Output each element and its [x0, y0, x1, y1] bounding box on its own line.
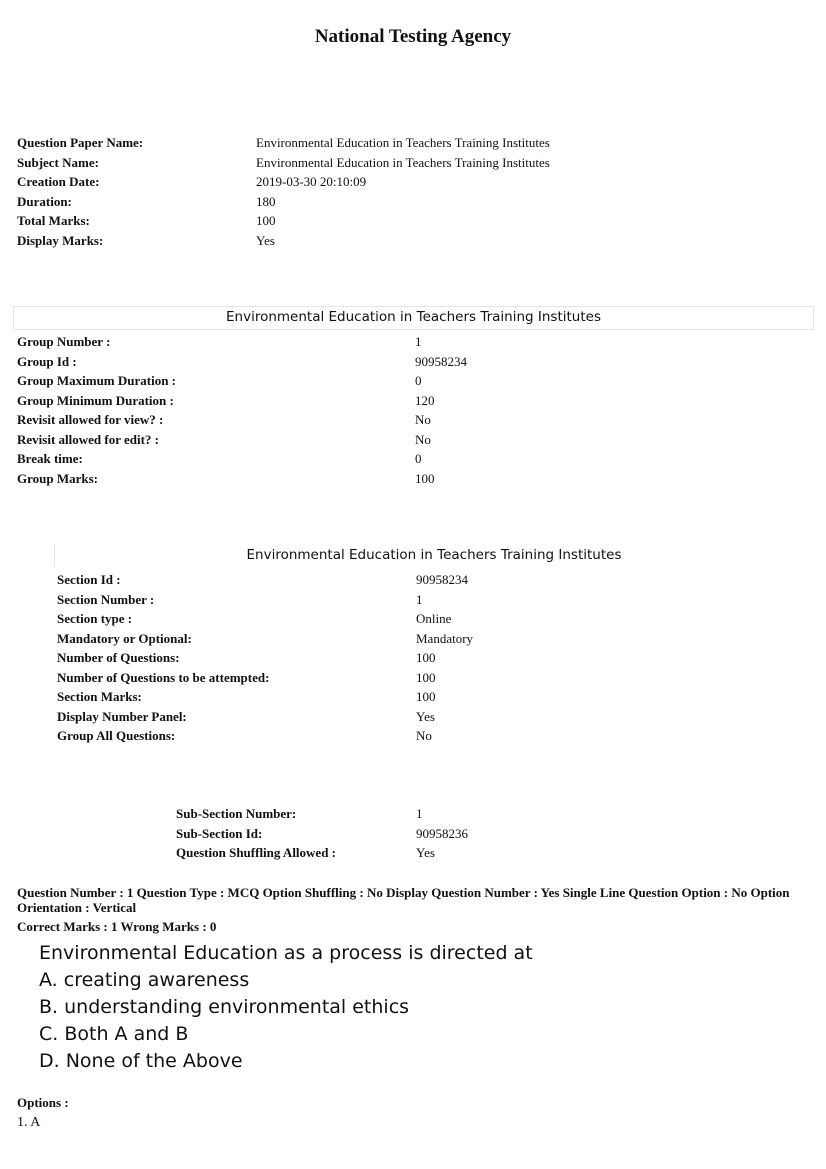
group-info-label: Group Id :: [17, 353, 77, 369]
question-meta: Question Number : 1 Question Type : MCQ Option Shuffling : No Display Question Number : Yes Single Line Question Option : No Option Orientation : Vertical: [17, 885, 790, 915]
section-info-value: 1: [416, 591, 423, 607]
section-info-row: [57, 609, 657, 629]
group-info-row: [17, 410, 717, 430]
group-info-row: [17, 449, 717, 469]
subsection-info-row: [176, 804, 576, 824]
section-info-label: Section Marks:: [57, 689, 142, 704]
paper-info-table: [17, 133, 717, 250]
paper-info-label: Display Marks:: [17, 232, 104, 248]
section-info-label: Section type :: [57, 611, 133, 626]
section-info-row: [57, 726, 657, 746]
paper-info-row: [17, 231, 717, 251]
paper-info-label: Total Marks:: [17, 213, 90, 228]
page-title: National Testing Agency: [314, 26, 512, 47]
question-marks: Correct Marks : 1 Wrong Marks : 0: [17, 919, 217, 934]
section-info-row: [57, 707, 657, 727]
group-info-value: 0: [415, 451, 422, 466]
subsection-info-label: Sub-Section Number:: [176, 806, 297, 821]
subsection-info-label: Sub-Section Id:: [176, 825, 263, 841]
section-info-value: Online: [416, 611, 452, 626]
section-info-value: 100: [416, 650, 436, 665]
paper-info-row: [17, 133, 717, 153]
section-info-table: [57, 570, 657, 746]
group-info-value: No: [415, 431, 431, 447]
group-info-value: 1: [415, 334, 422, 349]
group-info-label: Group Minimum Duration :: [17, 392, 174, 408]
group-info-row: [17, 371, 717, 391]
section-info-label: Number of Questions to be attempted:: [57, 669, 270, 685]
question-choice: B. understanding environmental ethics: [39, 996, 410, 1018]
section-info-label: Number of Questions:: [57, 650, 180, 665]
paper-info-label: Duration:: [17, 193, 72, 209]
subsection-info-row: [176, 843, 576, 863]
paper-info-label: Subject Name:: [17, 154, 99, 170]
group-info-value: No: [415, 412, 431, 427]
paper-info-row: [17, 211, 717, 231]
paper-info-value: Environmental Education in Teachers Training Institutes: [256, 154, 550, 170]
group-info-value: 120: [415, 392, 435, 408]
group-info-value: 90958234: [415, 353, 467, 369]
paper-info-value: 2019-03-30 20:10:09: [256, 174, 367, 189]
section-info-value: No: [416, 728, 432, 743]
group-info-row: [17, 352, 717, 372]
question-choice: C. Both A and B: [39, 1023, 189, 1045]
section-info-row: [57, 668, 657, 688]
section-info-value: 100: [416, 669, 436, 685]
section-info-value: Yes: [416, 708, 435, 724]
paper-info-value: Yes: [256, 232, 275, 248]
section-info-value: Mandatory: [416, 630, 474, 646]
section-info-label: Section Number :: [57, 591, 155, 607]
section-info-row: [57, 590, 657, 610]
subsection-info-table: [176, 804, 576, 863]
section-banner: Environmental Education in Teachers Training Institutes: [246, 547, 622, 563]
group-info-row: [17, 332, 717, 352]
group-info-label: Break time:: [17, 451, 83, 466]
paper-info-label: Creation Date:: [17, 174, 100, 189]
group-info-table: [17, 332, 717, 488]
section-info-label: Display Number Panel:: [57, 708, 187, 724]
group-info-value: 0: [415, 373, 422, 388]
group-info-row: [17, 430, 717, 450]
section-info-label: Section Id :: [57, 572, 121, 587]
question-choice: A. creating awareness: [39, 969, 250, 991]
group-info-label: Group Number :: [17, 334, 111, 349]
group-info-label: Group Maximum Duration :: [17, 373, 177, 388]
question-body: [39, 940, 533, 1075]
group-info-label: Group Marks:: [17, 470, 99, 486]
paper-info-row: [17, 192, 717, 212]
group-info-label: Revisit allowed for view? :: [17, 412, 164, 427]
group-info-row: [17, 391, 717, 411]
subsection-info-label: Question Shuffling Allowed :: [176, 845, 337, 860]
section-info-label: Group All Questions:: [57, 728, 176, 743]
question-stem: Environmental Education as a process is directed at: [39, 942, 533, 964]
section-info-row: [57, 570, 657, 590]
options-heading: Options :: [17, 1095, 69, 1110]
section-info-row: [57, 648, 657, 668]
section-info-value: 90958234: [416, 572, 468, 587]
section-info-row: [57, 629, 657, 649]
group-info-row: [17, 469, 717, 489]
section-info-label: Mandatory or Optional:: [57, 630, 192, 646]
option-item: 1. A: [17, 1115, 41, 1130]
subsection-info-value: 1: [416, 806, 423, 821]
paper-info-value: 180: [256, 193, 276, 209]
paper-info-row: [17, 172, 717, 192]
group-banner: Environmental Education in Teachers Training Institutes: [226, 309, 601, 325]
paper-info-value: Environmental Education in Teachers Training Institutes: [256, 135, 550, 150]
section-info-value: 100: [416, 689, 436, 704]
paper-info-value: 100: [256, 213, 276, 228]
subsection-info-row: [176, 824, 576, 844]
paper-info-row: [17, 153, 717, 173]
paper-info-label: Question Paper Name:: [17, 135, 144, 150]
group-info-label: Revisit allowed for edit? :: [17, 431, 160, 447]
subsection-info-value: 90958236: [416, 825, 468, 841]
subsection-info-value: Yes: [416, 845, 435, 860]
question-choice: D. None of the Above: [39, 1050, 243, 1072]
group-info-value: 100: [415, 470, 435, 486]
section-info-row: [57, 687, 657, 707]
